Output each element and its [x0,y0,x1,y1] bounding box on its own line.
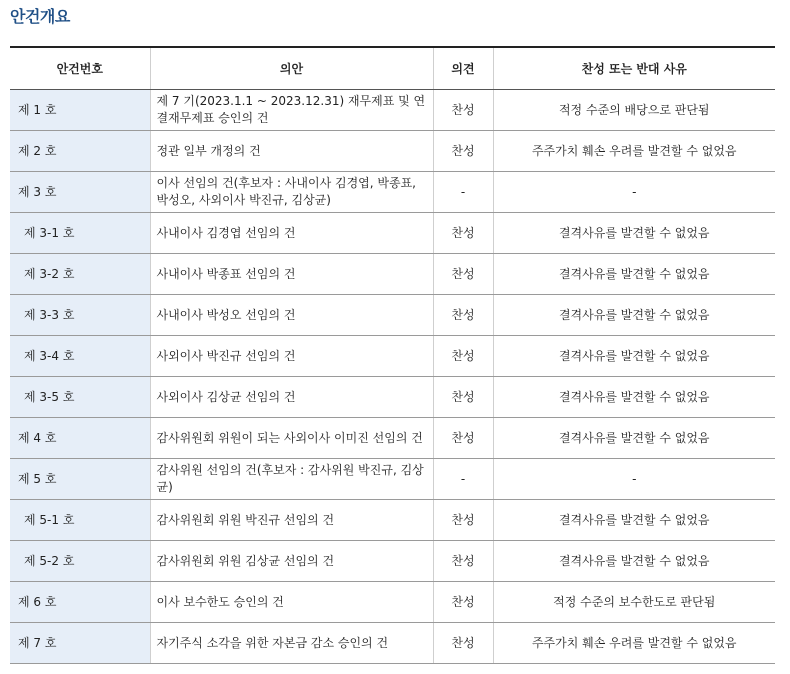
agenda-item-cell: 감사위원회 위원이 되는 사외이사 이미진 선임의 건 [150,418,433,459]
opinion-cell: - [433,172,493,213]
reason-cell: 결격사유를 발견할 수 없었음 [493,418,775,459]
opinion-cell: 찬성 [433,90,493,131]
agenda-no-cell: 제 3-3 호 [10,295,150,336]
agenda-no-cell: 제 5 호 [10,459,150,500]
opinion-cell: 찬성 [433,418,493,459]
table-row [10,90,775,131]
reason-cell: 결격사유를 발견할 수 없었음 [493,377,775,418]
table-row [10,172,775,213]
agenda-no-cell: 제 1 호 [10,90,150,131]
opinion-cell: 찬성 [433,254,493,295]
header-reason: 찬성 또는 반대 사유 [493,47,775,90]
agenda-item-cell: 이사 보수한도 승인의 건 [150,582,433,623]
agenda-no-cell: 제 7 호 [10,623,150,664]
opinion-cell: 찬성 [433,500,493,541]
table-row [10,418,775,459]
table-row [10,582,775,623]
opinion-cell: 찬성 [433,582,493,623]
reason-cell: 적정 수준의 배당으로 판단됨 [493,90,775,131]
reason-cell: 결격사유를 발견할 수 없었음 [493,295,775,336]
agenda-item-cell: 감사위원회 위원 박진규 선임의 건 [150,500,433,541]
header-item: 의안 [150,47,433,90]
opinion-cell: 찬성 [433,295,493,336]
agenda-item-cell: 정관 일부 개정의 건 [150,131,433,172]
table-row [10,541,775,582]
opinion-cell: 찬성 [433,377,493,418]
table-row [10,500,775,541]
opinion-cell: 찬성 [433,131,493,172]
agenda-no-cell: 제 2 호 [10,131,150,172]
table-header [10,47,775,90]
agenda-no-cell: 제 3-5 호 [10,377,150,418]
agenda-no-cell: 제 5-2 호 [10,541,150,582]
agenda-no-cell: 제 4 호 [10,418,150,459]
header-opinion: 의견 [433,47,493,90]
agenda-item-cell: 감사위원회 위원 김상균 선임의 건 [150,541,433,582]
header-row [10,47,775,90]
table-row [10,295,775,336]
section-title: 안건개요 [10,7,70,26]
agenda-item-cell: 사외이사 박진규 선임의 건 [150,336,433,377]
agenda-no-cell: 제 3-2 호 [10,254,150,295]
reason-cell: 주주가치 훼손 우려를 발견할 수 없었음 [493,623,775,664]
table-row [10,623,775,664]
agenda-item-cell: 사외이사 김상균 선임의 건 [150,377,433,418]
agenda-item-cell: 사내이사 김경엽 선임의 건 [150,213,433,254]
reason-cell: 결격사유를 발견할 수 없었음 [493,213,775,254]
agenda-item-cell: 사내이사 박성오 선임의 건 [150,295,433,336]
agenda-table [10,46,775,664]
opinion-cell: 찬성 [433,541,493,582]
agenda-item-cell: 이사 선임의 건(후보자 : 사내이사 김경엽, 박종표, 박성오, 사외이사 박진규, 김상균) [150,172,433,213]
header-agenda-no: 안건번호 [10,47,150,90]
agenda-no-cell: 제 3-1 호 [10,213,150,254]
reason-cell: 결격사유를 발견할 수 없었음 [493,500,775,541]
agenda-item-cell: 감사위원 선임의 건(후보자 : 감사위원 박진규, 김상균) [150,459,433,500]
table-row [10,213,775,254]
agenda-item-cell: 사내이사 박종표 선임의 건 [150,254,433,295]
table-row [10,254,775,295]
agenda-no-cell: 제 3-4 호 [10,336,150,377]
table-row [10,131,775,172]
table-row [10,459,775,500]
table-row [10,377,775,418]
opinion-cell: 찬성 [433,213,493,254]
opinion-cell: 찬성 [433,336,493,377]
reason-cell: - [493,459,775,500]
opinion-cell: 찬성 [433,623,493,664]
reason-cell: 결격사유를 발견할 수 없었음 [493,336,775,377]
reason-cell: 결격사유를 발견할 수 없었음 [493,254,775,295]
reason-cell: - [493,172,775,213]
agenda-no-cell: 제 3 호 [10,172,150,213]
opinion-cell: - [433,459,493,500]
agenda-no-cell: 제 6 호 [10,582,150,623]
table-body [10,90,775,664]
table-row [10,336,775,377]
reason-cell: 주주가치 훼손 우려를 발견할 수 없었음 [493,131,775,172]
agenda-item-cell: 자기주식 소각을 위한 자본금 감소 승인의 건 [150,623,433,664]
agenda-no-cell: 제 5-1 호 [10,500,150,541]
reason-cell: 적정 수준의 보수한도로 판단됨 [493,582,775,623]
reason-cell: 결격사유를 발견할 수 없었음 [493,541,775,582]
agenda-item-cell: 제 7 기(2023.1.1 ~ 2023.12.31) 재무제표 및 연결재무제표 승인의 건 [150,90,433,131]
